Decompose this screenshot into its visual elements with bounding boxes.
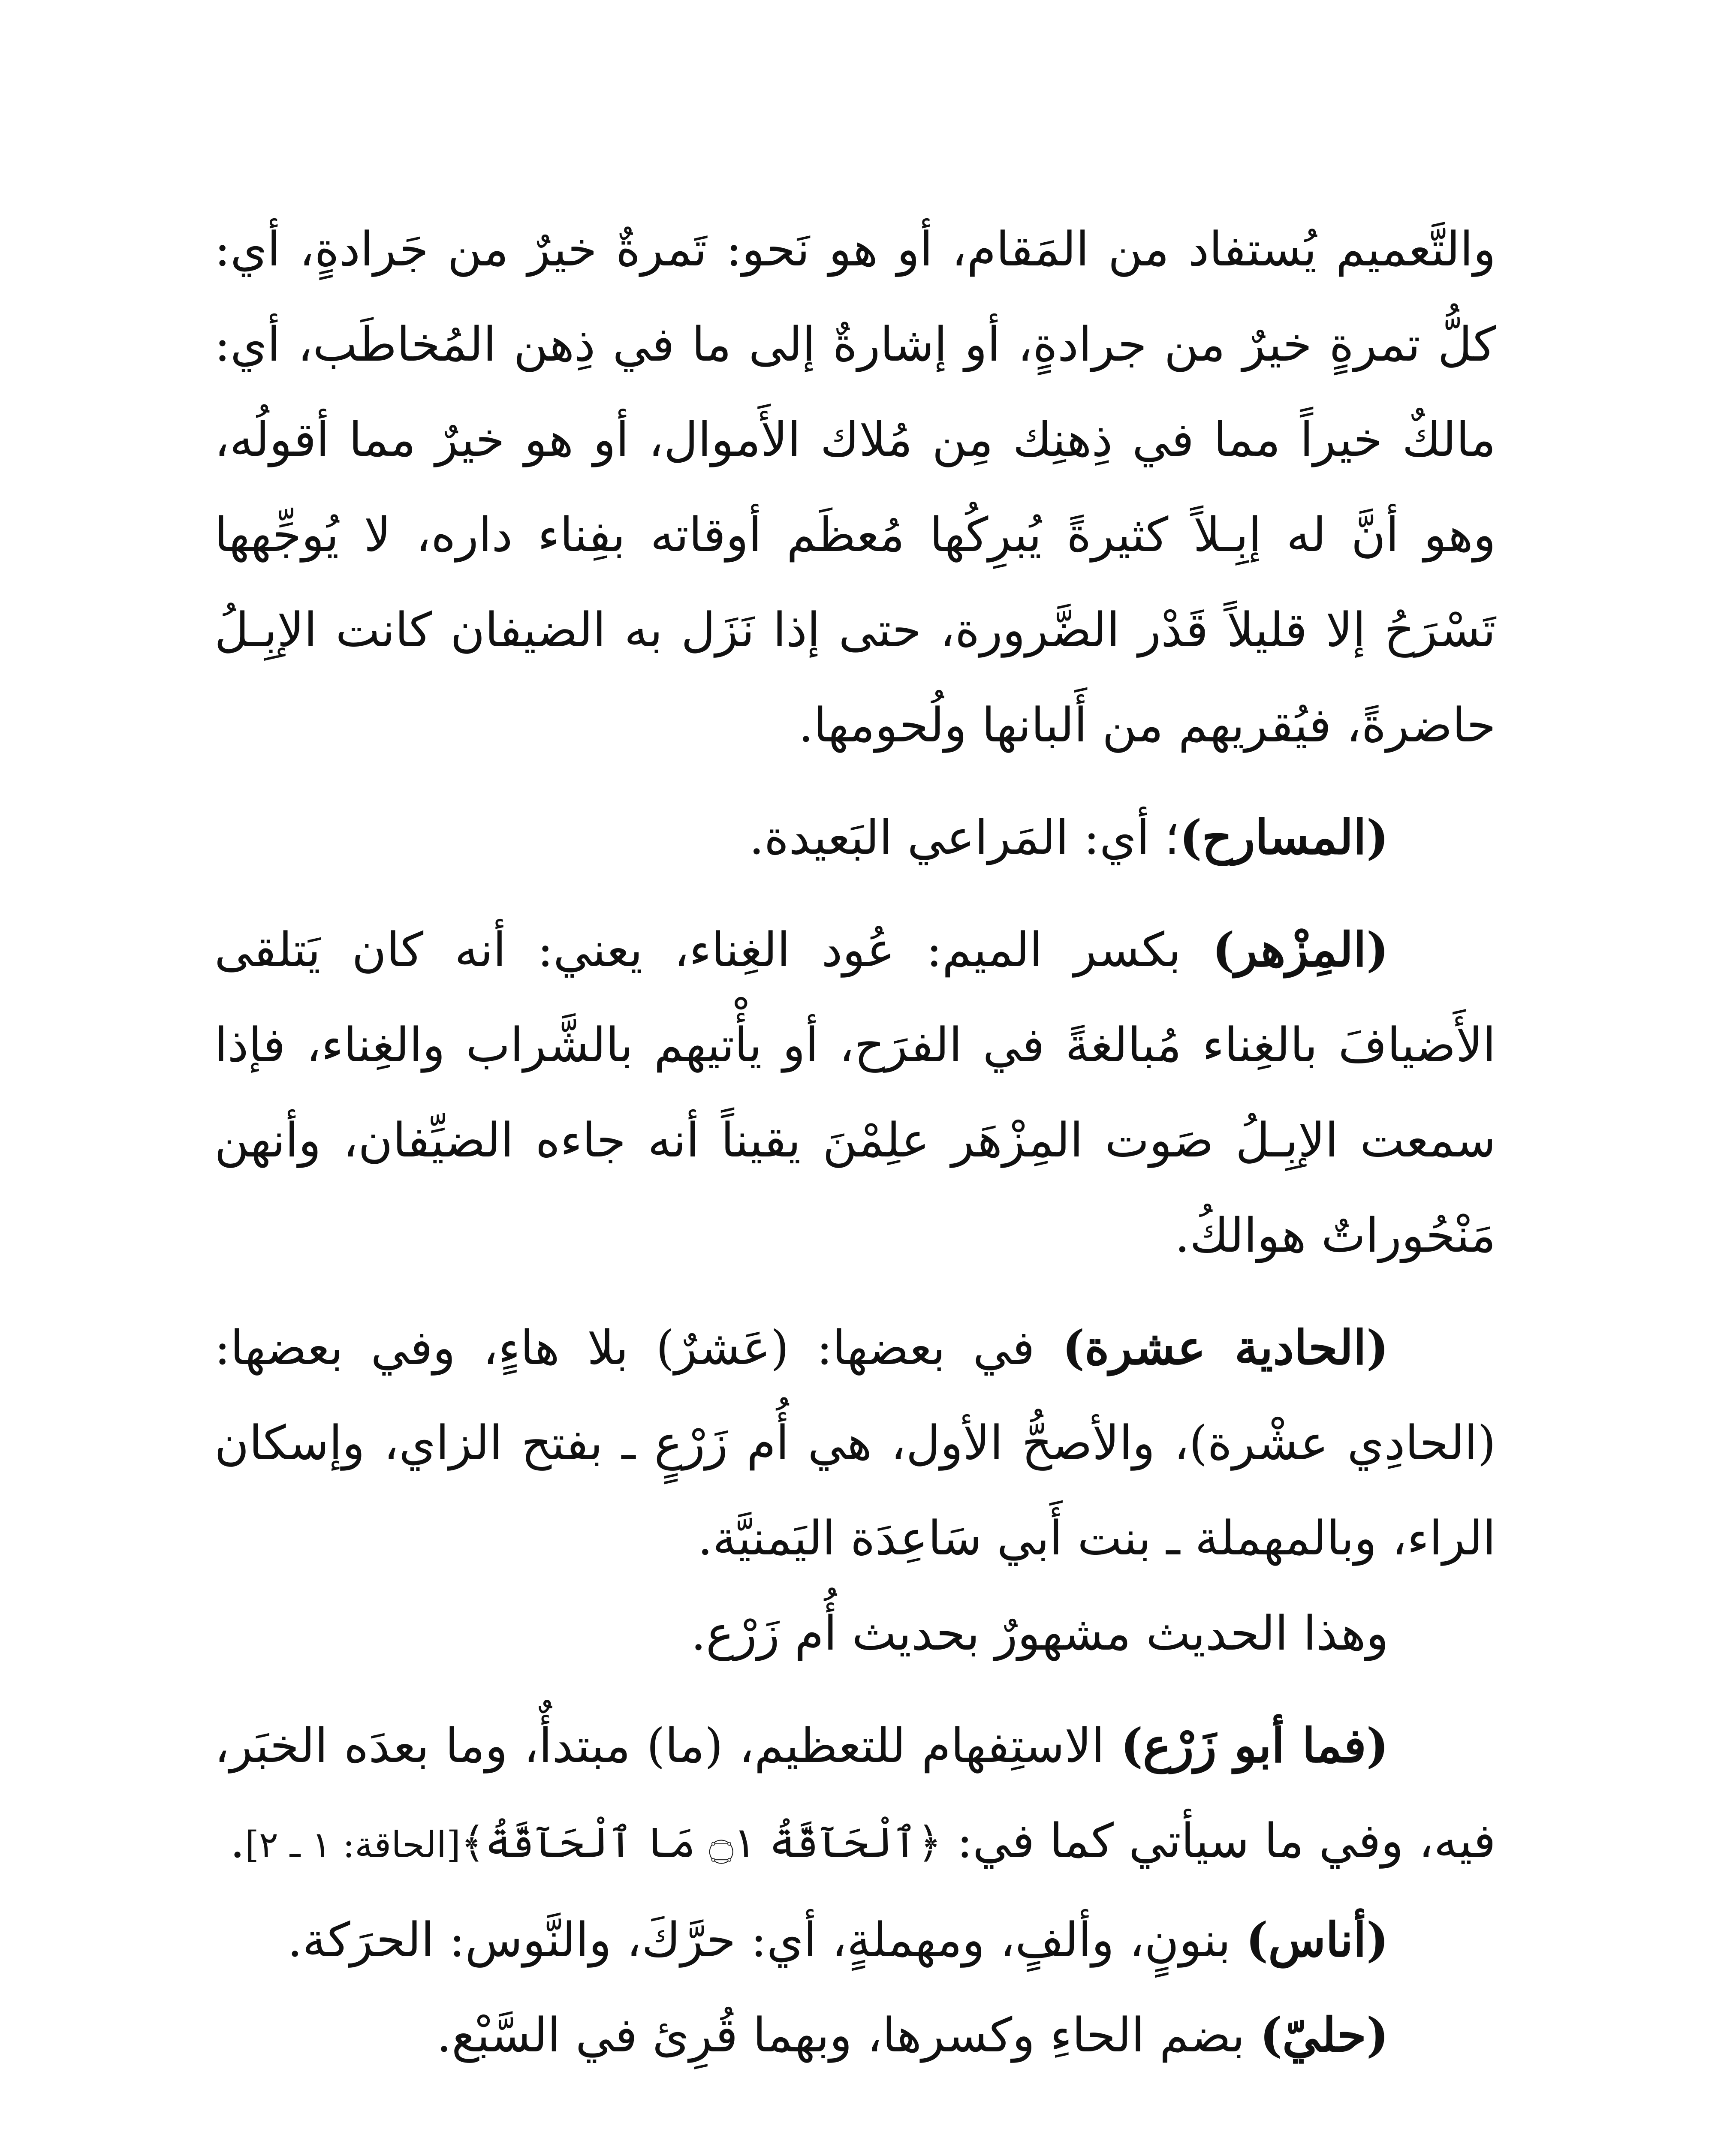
quran-citation: [الحاقة: ١ ـ ٢]	[245, 1824, 461, 1866]
paragraph-7-text: بنونٍ، وألفٍ، ومهملةٍ، أي: حرَّكَ، والنَّوس: الحرَكة.	[287, 1912, 1246, 1967]
paragraph-4	[214, 1300, 1496, 1586]
term-anas: (أناس)	[1245, 1912, 1389, 1967]
body-text	[214, 202, 1496, 2083]
quran-verse: ﴿ٱلْحَآقَّةُ ۝١ مَا ٱلْحَآقَّةُ﴾	[460, 1819, 942, 1867]
paragraph-8	[214, 1987, 1496, 2083]
paragraph-5	[214, 1586, 1496, 1681]
paragraph-6	[214, 1698, 1496, 1892]
paragraph-1-text: والتَّعميم يُستفاد من المَقام، أو هو نَحو: تَمرةٌ خيرٌ من جَرادةٍ، أي: كلُّ تمرةٍ خيرٌ من جرادةٍ، أو إشارةٌ إلى ما في ذِهن المُخاطَب، أي: مالكٌ خيراً مما في ذِهنِك مِن مُلاك الأَموال، أو هو خيرٌ مما أقولُه، وهو أنَّ له إبِـلاً كثيرةً يُبرِكُها مُعظَم أوقاته بفِناء داره، لا يُوجِّهها تَسْرَحُ إلا قليلاً قَدْر الضَّرورة، حتى إذا نَزَل به الضيفان كانت الإبِـلُ حاضرةً، فيُقريهم من أَلبانها ولُحومها.	[214, 222, 1496, 753]
paragraph-1	[214, 202, 1496, 773]
paragraph-7	[214, 1892, 1496, 1987]
term-huliyy: (حليّ)	[1260, 2007, 1389, 2063]
term-hadiya-ashra: (الحادية عشرة)	[1062, 1320, 1389, 1375]
paragraph-5-text: وهذا الحديث مشهورٌ بحديث أُم زَرْع.	[691, 1606, 1389, 1661]
paragraph-8-text: بضم الحاءِ وكسرها، وبهما قُرِئ في السَّبْع.	[437, 2008, 1260, 2063]
paragraph-6-text: الاستِفهام للتعظيم، (ما) مبتدأٌ، وما بعدَه الخبَر، فيه، وفي ما سيأتي كما في:	[214, 1718, 1496, 1868]
paragraph-6-end: .	[230, 1813, 245, 1868]
term-masarih: (المسارح)	[1179, 810, 1389, 865]
paragraph-2-text: ؛ أي: المَراعي البَعيدة.	[749, 810, 1180, 865]
paragraph-3-text: بكسر الميم: عُود الغِناء، يعني: أنه كان يَتلقى الأَضيافَ بالغِناء مُبالغةً في الفرَح، أو يأْتيهم بالشَّراب والغِناء، فإذا سمعت الإبِـلُ صَوت المِزْهَر علِمْنَ يقيناً أنه جاءه الضيِّفان، وأنهن مَنْحُوراتٌ هوالكُ.	[214, 922, 1496, 1263]
paragraph-2	[214, 790, 1496, 885]
term-mizhar: (المِزْهر)	[1212, 922, 1389, 977]
term-abu-zar: (فما أبو زَرْع)	[1120, 1718, 1389, 1773]
paragraph-3	[214, 902, 1496, 1283]
paragraph-4-text: في بعضها: (عَشرٌ) بلا هاءٍ، وفي بعضها: (الحادِي عشْرة)، والأصحُّ الأول، هي أُم زَرْعٍ ـ بفتح الزاي، وإسكان الراء، وبالمهملة ـ بنت أَبي سَاعِدَة اليَمنيَّة.	[214, 1320, 1496, 1566]
